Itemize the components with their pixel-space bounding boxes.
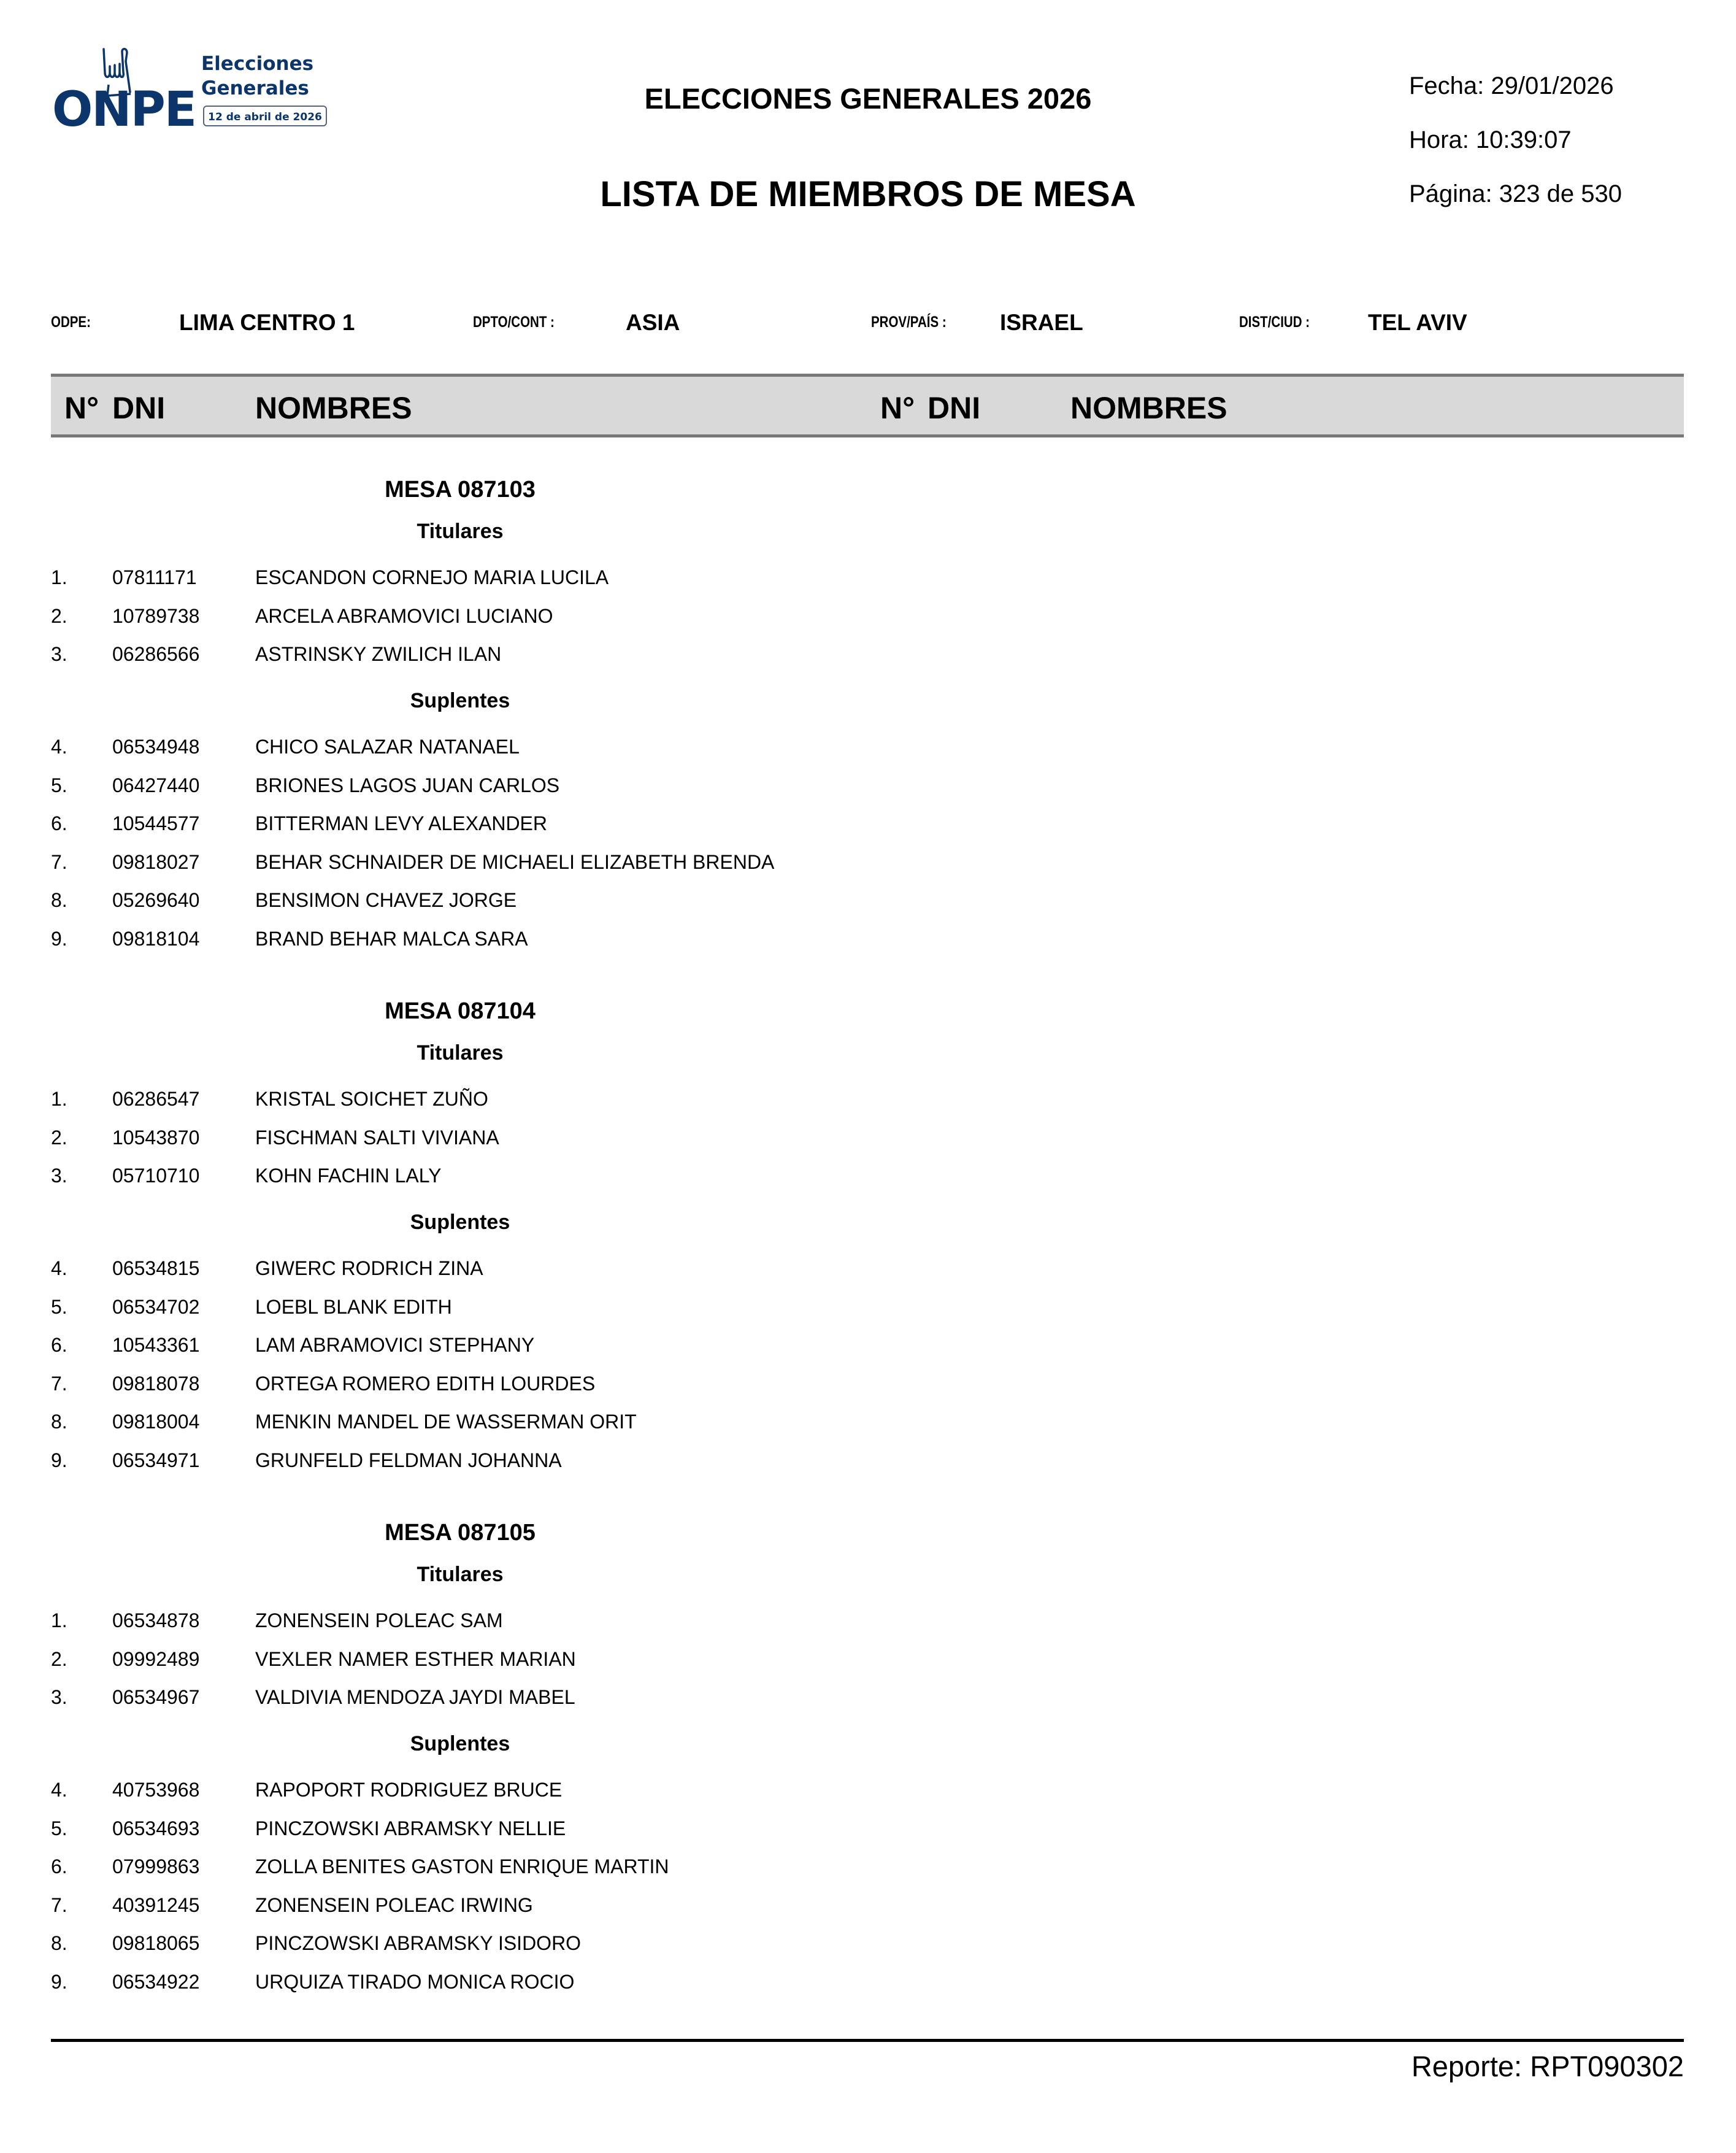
hora-text: Hora: 10:39:07 <box>1409 126 1572 153</box>
row-dni: 06534878 <box>112 1609 200 1631</box>
row-dni: 05269640 <box>112 889 200 912</box>
row-number: 2. <box>51 1126 67 1149</box>
dist-label: DIST/CIUD : <box>1239 314 1310 331</box>
table-header <box>51 374 1684 437</box>
footer-divider <box>51 2039 1684 2042</box>
column-header-num: N° <box>64 391 99 425</box>
row-dni: 05710710 <box>112 1165 200 1187</box>
row-dni: 06534967 <box>112 1686 200 1709</box>
row-number: 1. <box>51 566 67 588</box>
titulares-heading: Titulares <box>417 1563 504 1586</box>
prov-label: PROV/PAÍS : <box>871 314 947 331</box>
prov-value: ISRAEL <box>1000 310 1083 335</box>
row-name: PINCZOWSKI ABRAMSKY NELLIE <box>255 1817 566 1839</box>
row-dni: 40753968 <box>112 1779 200 1801</box>
row-number: 8. <box>51 889 67 912</box>
mesa-title: MESA 087103 <box>385 477 536 503</box>
row-dni: 09818004 <box>112 1411 200 1433</box>
row-name: MENKIN MANDEL DE WASSERMAN ORIT <box>255 1411 637 1433</box>
row-number: 3. <box>51 643 67 666</box>
row-name: GRUNFELD FELDMAN JOHANNA <box>255 1449 562 1471</box>
row-dni: 10543870 <box>112 1126 200 1149</box>
row-dni: 06534971 <box>112 1449 200 1471</box>
row-dni: 06534702 <box>112 1295 200 1318</box>
odpe-value: LIMA CENTRO 1 <box>179 310 355 335</box>
row-dni: 06534693 <box>112 1817 200 1839</box>
mesa-title: MESA 087104 <box>385 998 536 1024</box>
row-dni: 06534948 <box>112 736 200 758</box>
row-dni: 06427440 <box>112 774 200 796</box>
row-name: KOHN FACHIN LALY <box>255 1165 442 1187</box>
row-name: BITTERMAN LEVY ALEXANDER <box>255 812 547 835</box>
row-name: ZOLLA BENITES GASTON ENRIQUE MARTIN <box>255 1855 669 1878</box>
suplentes-heading: Suplentes <box>410 1211 510 1234</box>
row-name: FISCHMAN SALTI VIVIANA <box>255 1126 499 1149</box>
logo-event-line1: Elecciones <box>201 53 314 75</box>
report-code: Reporte: RPT090302 <box>1411 2050 1684 2082</box>
row-dni: 40391245 <box>112 1893 200 1916</box>
row-number: 4. <box>51 1257 67 1279</box>
mesa-title: MESA 087105 <box>385 1520 536 1546</box>
row-name: BENSIMON CHAVEZ JORGE <box>255 889 517 912</box>
row-name: CHICO SALAZAR NATANAEL <box>255 736 520 758</box>
row-dni: 10544577 <box>112 812 200 835</box>
column-header-nombres-2: NOMBRES <box>1070 391 1227 425</box>
row-name: LOEBL BLANK EDITH <box>255 1295 452 1318</box>
dpto-value: ASIA <box>626 310 680 335</box>
logo-brand-text: ONPE <box>52 82 196 137</box>
row-number: 4. <box>51 1779 67 1801</box>
titulares-heading: Titulares <box>417 520 504 543</box>
row-number: 1. <box>51 1088 67 1110</box>
row-number: 1. <box>51 1609 67 1631</box>
row-name: VEXLER NAMER ESTHER MARIAN <box>255 1647 576 1670</box>
row-number: 6. <box>51 1855 67 1878</box>
logo-event-date: 12 de abril de 2026 <box>203 106 327 126</box>
row-name: PINCZOWSKI ABRAMSKY ISIDORO <box>255 1932 582 1955</box>
row-dni: 06286547 <box>112 1088 200 1110</box>
row-number: 3. <box>51 1165 67 1187</box>
titulares-heading: Titulares <box>417 1041 504 1065</box>
row-name: ORTEGA ROMERO EDITH LOURDES <box>255 1372 596 1395</box>
fecha-text: Fecha: 29/01/2026 <box>1409 72 1614 99</box>
row-dni: 09992489 <box>112 1647 200 1670</box>
row-dni: 06534815 <box>112 1257 200 1279</box>
row-name: ASTRINSKY ZWILICH ILAN <box>255 643 502 666</box>
row-number: 7. <box>51 1372 67 1395</box>
row-number: 9. <box>51 1971 67 1993</box>
row-dni: 09818104 <box>112 928 200 950</box>
column-header-num-2: N° <box>880 391 915 425</box>
document-title: ELECCIONES GENERALES 2026 <box>644 82 1092 115</box>
row-number: 6. <box>51 812 67 835</box>
dpto-label: DPTO/CONT : <box>473 314 555 331</box>
row-dni: 07811171 <box>112 566 197 588</box>
row-dni: 07999863 <box>112 1855 200 1878</box>
row-number: 6. <box>51 1334 67 1357</box>
row-name: VALDIVIA MENDOZA JAYDI MABEL <box>255 1686 575 1709</box>
pagina-text: Página: 323 de 530 <box>1409 180 1622 207</box>
column-header-dni-2: DNI <box>928 391 981 425</box>
row-dni: 09818065 <box>112 1932 200 1955</box>
row-name: BRIONES LAGOS JUAN CARLOS <box>255 774 560 796</box>
document-subtitle: LISTA DE MIEMBROS DE MESA <box>600 174 1136 214</box>
row-number: 7. <box>51 1893 67 1916</box>
row-name: BEHAR SCHNAIDER DE MICHAELI ELIZABETH BRENDA <box>255 850 775 873</box>
dist-value: TEL AVIV <box>1368 310 1467 335</box>
column-header-dni: DNI <box>112 391 166 425</box>
column-header-nombres: NOMBRES <box>255 391 412 425</box>
logo-event-line2: Generales <box>201 77 309 99</box>
row-number: 2. <box>51 1647 67 1670</box>
row-name: ARCELA ABRAMOVICI LUCIANO <box>255 604 553 627</box>
odpe-label: ODPE: <box>51 314 91 331</box>
row-dni: 10789738 <box>112 604 200 627</box>
row-name: RAPOPORT RODRIGUEZ BRUCE <box>255 1779 563 1801</box>
row-dni: 09818078 <box>112 1372 200 1395</box>
row-number: 5. <box>51 1817 67 1839</box>
row-number: 9. <box>51 1449 67 1471</box>
row-name: URQUIZA TIRADO MONICA ROCIO <box>255 1971 575 1993</box>
row-number: 5. <box>51 1295 67 1318</box>
row-name: GIWERC RODRICH ZINA <box>255 1257 483 1279</box>
row-number: 5. <box>51 774 67 796</box>
row-number: 7. <box>51 850 67 873</box>
row-dni: 06286566 <box>112 643 200 666</box>
row-number: 8. <box>51 1411 67 1433</box>
row-name: KRISTAL SOICHET ZUÑO <box>255 1088 488 1110</box>
row-number: 8. <box>51 1932 67 1955</box>
row-dni: 09818027 <box>112 850 200 873</box>
row-name: LAM ABRAMOVICI STEPHANY <box>255 1334 535 1357</box>
row-number: 4. <box>51 736 67 758</box>
row-name: BRAND BEHAR MALCA SARA <box>255 928 528 950</box>
row-dni: 06534922 <box>112 1971 200 1993</box>
row-dni: 10543361 <box>112 1334 200 1357</box>
suplentes-heading: Suplentes <box>410 1732 510 1755</box>
row-number: 2. <box>51 604 67 627</box>
suplentes-heading: Suplentes <box>410 689 510 712</box>
row-name: ZONENSEIN POLEAC SAM <box>255 1609 503 1631</box>
row-name: ZONENSEIN POLEAC IRWING <box>255 1893 533 1916</box>
row-number: 9. <box>51 928 67 950</box>
row-number: 3. <box>51 1686 67 1709</box>
row-name: ESCANDON CORNEJO MARIA LUCILA <box>255 566 609 588</box>
